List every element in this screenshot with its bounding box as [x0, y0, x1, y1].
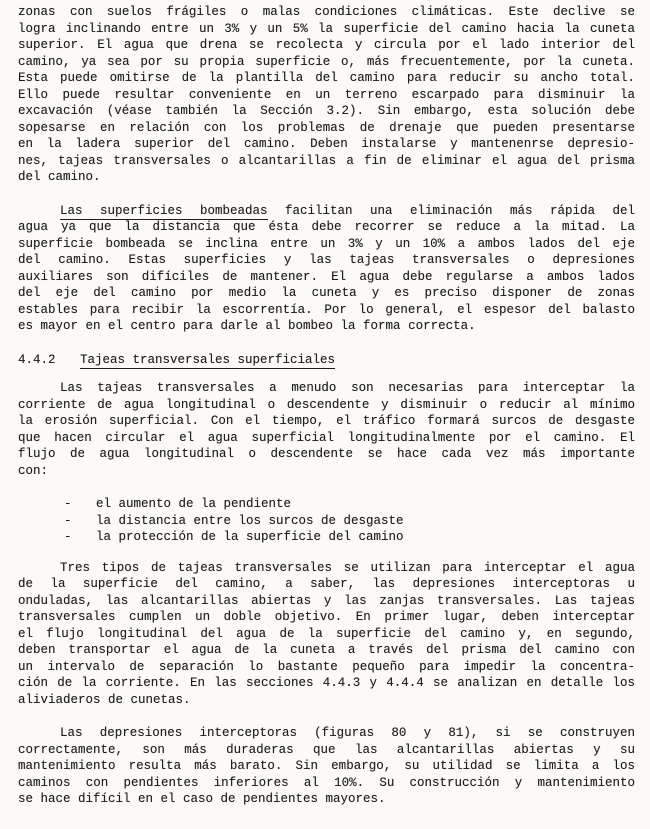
bullet-item [18, 529, 635, 546]
text-line [18, 252, 635, 269]
bullet-dash: - [64, 497, 72, 511]
text-line [18, 4, 635, 21]
text-segment: un intervalo de separación lo bastante pequeño para impedir la concentra- [18, 659, 635, 674]
text-segment: es mayor en el centro para darle al bombeo la forma correcta. [18, 319, 476, 333]
bullet-text: el aumento de la pendiente [96, 497, 292, 511]
text-line [18, 70, 635, 87]
text-line [18, 446, 635, 463]
text-segment: transversales cumplen un doble objetivo. En primer lugar, deben interceptar [18, 610, 635, 624]
text-line [18, 203, 635, 220]
text-segment: del camino. Estas superficies y las tajeas transversales o depresiones [18, 253, 635, 267]
text-line [18, 136, 635, 153]
bullet-dash: - [64, 530, 72, 544]
text-segment: la erosión superficial. Con el tiempo, el tráfico formará surcos de desgaste [18, 414, 635, 428]
text-segment: nes, tajeas transversales o alcantarillas a fin de eliminar el agua del prisma [18, 153, 635, 168]
text-line [18, 21, 635, 38]
text-segment: se hace difícil en el caso de pendientes mayores. [18, 792, 386, 806]
text-segment: de la superficie del camino, a saber, las depresiones interceptoras u [18, 577, 635, 591]
text-line [18, 37, 635, 54]
text-segment: superior. El agua que drena se recolecta y circula por el lado interior del [18, 38, 635, 52]
text-segment: el flujo longitudinal del agua de la superficie del camino y, en segundo, [18, 626, 635, 641]
text-segment: corriente de agua longitudinal o descendente y disminuir o reducir al mínimo [18, 397, 635, 412]
text-line [18, 725, 635, 742]
text-line [18, 54, 635, 71]
text-line [18, 430, 635, 447]
section-heading [18, 352, 635, 369]
text-line [18, 626, 635, 643]
text-line [18, 692, 635, 709]
text-line [18, 593, 635, 610]
text-segment: auxiliares son difíciles de mantener. El agua debe regularse a ambos lados [18, 269, 635, 284]
bullet-item [18, 513, 635, 530]
text-segment: excavación (véase también la Sección 3.2). Sin embargo, esta solución debe [18, 104, 635, 118]
text-segment: con: [18, 463, 49, 478]
text-segment: Las tajeas transversales a menudo son necesarias para interceptar la [60, 381, 635, 395]
text-line [18, 659, 635, 676]
text-segment: ción de la corriente. En las secciones 4.4.3 y 4.4.4 se analizan en detalle los [18, 676, 635, 690]
text-segment: sopesarse en relación con los problemas de drenaje que pueden presentarse [18, 120, 635, 135]
text-line [18, 269, 635, 286]
text-line [18, 463, 635, 480]
underlined-text: Las superficies bombeadas [60, 203, 268, 218]
bullet-list-factores [18, 496, 635, 546]
text-line [18, 791, 635, 808]
text-segment: del camino. [18, 170, 101, 184]
text-segment: Ello puede resultar conveniente en un terreno escarpado para disminuir la [18, 87, 635, 102]
text-segment: caminos con pendientes inferiores al 10%. Su construcción y mantenimiento [18, 775, 635, 790]
text-line [18, 413, 635, 430]
text-segment: flujo de agua longitudinal o descendente se hace cada vez más importante [18, 447, 635, 461]
text-line [18, 675, 635, 692]
text-segment: camino, ya sea por su propia superficie o, más frecuentemente, por la cuneta. [18, 54, 635, 69]
text-segment: logra inclinando entre un 3% y un 5% la superficie del camino hacia la cuneta [18, 21, 635, 36]
text-line [18, 380, 635, 397]
text-segment: superficie bombeada se inclina entre un 3% y un 10% a ambos lados del eje [18, 236, 635, 251]
text-line [18, 302, 635, 319]
text-line [18, 103, 635, 120]
text-segment: del eje del camino por medio la cuneta y es preciso disponer de zonas [18, 286, 635, 300]
text-line [18, 397, 635, 414]
text-line [18, 576, 635, 593]
text-segment: Esta puede omitirse de la plantilla del camino para reducir su ancho total. [18, 71, 635, 85]
text-line [18, 775, 635, 792]
text-segment: mantenimiento resulta más barato. Sin embargo, su utilidad se limita a los [18, 759, 635, 773]
paragraph-tajeas-necesarias [18, 380, 635, 479]
paragraph-declive-continuation [18, 4, 635, 186]
bullet-text: la protección de la superficie del camino [96, 530, 404, 544]
text-line [18, 87, 635, 104]
text-segment: agua ya que la distancia que ésta debe recorrer se reduce a la mitad. La [18, 220, 635, 234]
text-line [18, 153, 635, 170]
text-segment: facilitan una eliminación más rápida del [267, 203, 635, 218]
text-line [18, 758, 635, 775]
text-line [18, 236, 635, 253]
bullet-item [18, 496, 635, 513]
text-line [18, 219, 635, 236]
text-segment: en la ladera superior del camino. Deben instalarse y mantenenrse depresio- [18, 137, 635, 151]
paragraph-tres-tipos [18, 560, 635, 709]
text-line [18, 642, 635, 659]
text-line [18, 169, 635, 186]
text-line [18, 742, 635, 759]
text-segment: Tres tipos de tajeas transversales se utilizan para interceptar el agua [60, 560, 635, 575]
text-line [18, 318, 635, 335]
text-segment: deben transportar el agua de la cuneta a través del prisma del camino con [18, 643, 635, 657]
text-segment: aliviaderos de cunetas. [18, 692, 191, 707]
text-line [18, 285, 635, 302]
text-line [18, 609, 635, 626]
text-segment: onduladas, las alcantarillas abiertas y las zanjas transversales. Las tajeas [18, 593, 635, 608]
text-segment: Las depresiones interceptoras (figuras 80 y 81), si se construyen [60, 726, 635, 740]
section-title: Tajeas transversales superficiales [80, 352, 336, 367]
paragraph-depresiones-interceptoras [18, 725, 635, 808]
text-segment: estables para recibir la escorrentía. Por lo general, el espesor del balasto [18, 302, 635, 317]
bullet-dash: - [64, 513, 72, 528]
text-segment: que hacen circular el agua superficial longitudinalmente por el camino. El [18, 430, 635, 445]
bullet-text: la distancia entre los surcos de desgaste [96, 513, 404, 528]
text-line [18, 120, 635, 137]
text-line [18, 560, 635, 577]
paragraph-superficies-bombeadas [18, 203, 635, 335]
text-segment: correctamente, son más duraderas que las alcantarillas abiertas y su [18, 742, 635, 757]
text-segment: zonas con suelos frágiles o malas condiciones climáticas. Este declive se [18, 5, 635, 19]
section-number: 4.4.2 [18, 352, 56, 367]
